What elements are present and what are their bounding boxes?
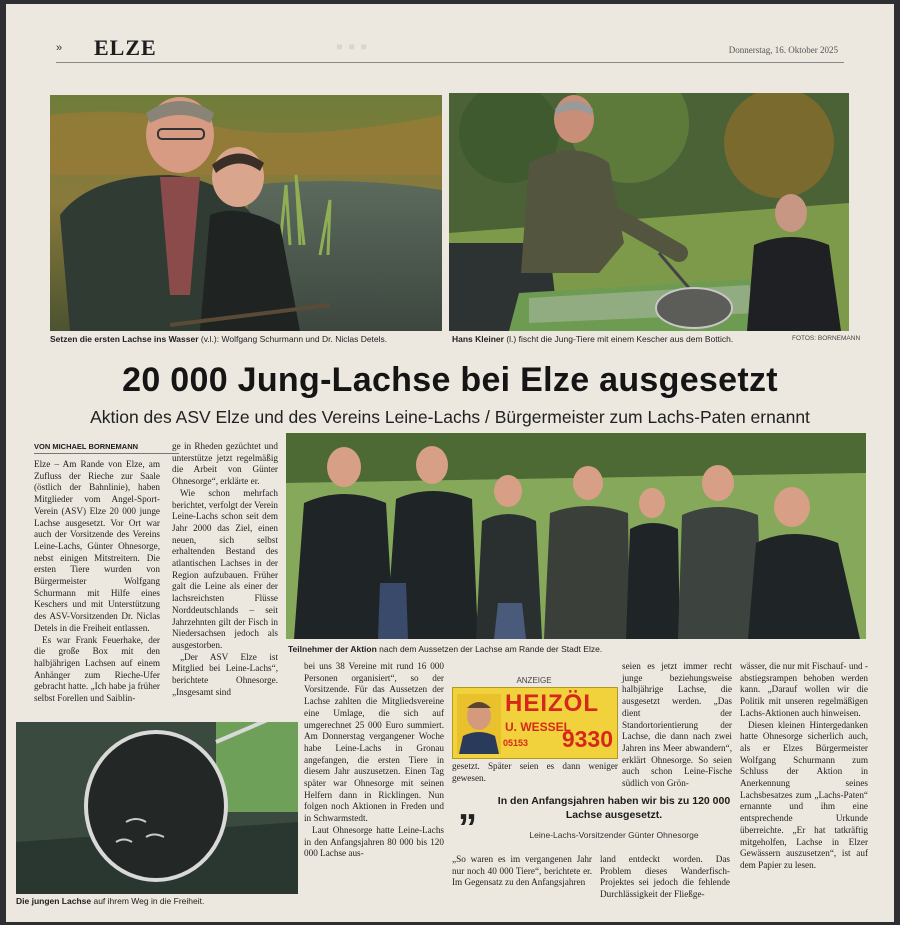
caption-group-bold: Teilnehmer der Aktion xyxy=(288,644,377,654)
article-byline: VON MICHAEL BORNEMANN xyxy=(34,442,179,454)
photo-group-participants xyxy=(286,433,866,639)
caption-top-right-bold: Hans Kleiner xyxy=(452,334,504,344)
photo-credit: FOTOS: BORNEMANN xyxy=(792,335,861,342)
caption-top-left xyxy=(50,334,387,344)
col2-paragraph: „Der ASV Elze ist Mitglied bei Leine-Lachs“, berichtete Ohnesorge. „Insgesamt sind xyxy=(172,651,278,697)
col5b-paragraph: land entdeckt worden. Das Problem dieses Wanderfisch-Projektes sei jedoch die fehlende Durchlässigkeit der Fließge- xyxy=(600,854,730,900)
col1-paragraph: Elze – Am Rande von Elze, am Zufluss der Rieche zur Saale (östlich der Bahnlinie), haben Mitglieder vom Angel-Sport-Verein (ASV) Elze 20 000 junge Lachse ausgesetzt. Vor Ort war auch der Vorsitzende des Vereins Leine-Lachs, Günter Ohnesorge, nebst einigen Mitstreitern. Die ersten Tiere wurden von Bürgermeister Wolfgang Schurmann mit Hilfe eines Keschers und mit Unterstützung des ASV-Vorsitzenden Dr. Niclas Detels in die Freiheit entlassen. xyxy=(34,459,160,633)
article-subheadline: Aktion des ASV Elze und des Vereins Leine-Lachs / Bürgermeister zum Lachs-Paten ernannt xyxy=(90,407,810,427)
adjacent-page-ghost-text: ▪ ▪ ▪ xyxy=(336,36,368,58)
ad-brand: HEIZÖL xyxy=(505,690,599,717)
newspaper-page xyxy=(6,4,894,922)
pull-quote-source: Leine-Lachs-Vorsitzender Günter Ohnesorge xyxy=(529,830,699,840)
article-column-4b xyxy=(452,854,592,889)
photo-setting-salmon xyxy=(50,95,442,331)
caption-top-right xyxy=(452,334,733,344)
col6-paragraph: wässer, die nur mit Fischauf- und -abstiegsrampen behoben werden kann. „Darauf wollen wir die Politik mit unseren regelmäßigen Lachs-Aktionen auch hinweisen. xyxy=(740,661,868,718)
col3-paragraph: Laut Ohnesorge hatte Leine-Lachs in den Anfangsjahren 80 000 bis 120 000 Lachse aus- xyxy=(304,824,444,859)
caption-net xyxy=(16,896,204,906)
pull-quote-text: In den Anfangsjahren haben wir bis zu 120 000 Lachse ausgesetzt. xyxy=(497,795,731,821)
section-title: ELZE xyxy=(94,35,157,60)
heating-oil-advertisement[interactable] xyxy=(452,687,618,759)
header-rule xyxy=(56,62,844,63)
col4b-paragraph: „So waren es im vergangenen Jahr nur noch 40 000 Tiere“, berichtete er. Im Gegensatz zu den Anfangsjahren xyxy=(452,854,592,888)
ad-label: ANZEIGE xyxy=(516,676,552,685)
caption-top-left-bold: Setzen die ersten Lachse ins Wasser xyxy=(50,334,199,344)
col4-intro-paragraph: gesetzt. Später seien es dann weniger gewesen. xyxy=(452,761,618,783)
quote-mark-icon: „ xyxy=(458,786,477,828)
article-column-2 xyxy=(172,441,278,698)
ad-portrait-icon xyxy=(457,694,501,754)
ad-owner: U. WESSEL xyxy=(505,720,572,734)
col3-paragraph: bei uns 38 Vereine mit rund 16 000 Personen organisiert“, so der Vorsitzende. Für das Aussetzen der Lachse zahlten die Mitgliedsvereine eine Umlage, die sich auf umgerechnet 25 000 Euro summiert. Am Donnerstag vergangener Woche habe Leine-Lachs in Gronau angefangen, die ersten Tiere in diesem Jahr auszusetzen. Einen Tag später war Ohnesorge mit seinen Helfern dann in Ricklingen. Nun folgen noch Aktionen in Freden und in Schwarmstedt. xyxy=(304,661,444,824)
col2-paragraph: Wie schon mehrfach berichtet, verfolgt der Verein Leine-Lachs schon seit dem Jahr 2000 das Ziel, einen neuen, sich selbst erhaltenden Bestand des atlantischen Lachses in der Region aufzubauen. Früher galt die Leine als einer der lachsreichsten Flüsse Norddeutschlands – seit Jahrzehnten gilt der Fisch in Niedersachsen jedoch als ausgestorben. xyxy=(172,487,278,650)
article-column-1 xyxy=(34,459,160,705)
ad-phone-prefix: 05153 xyxy=(503,738,529,748)
ad-phone-number: 9330 xyxy=(561,726,613,752)
col2-paragraph: ge in Rheden gezüchtet und unterstütze jetzt regelmäßig die Arbeit von Günter Ohnesorge“, erklärte er. xyxy=(172,441,278,487)
article-column-6 xyxy=(740,661,868,872)
article-column-4-intro xyxy=(452,761,618,784)
article-column-3 xyxy=(304,661,444,860)
caption-top-left-rest: (v.l.): Wolfgang Schurmann und Dr. Niclas Detels. xyxy=(198,334,388,344)
col1-paragraph: Es war Frank Feuerhake, der die große Box mit den halbjährigen Lachsen auf einem Anhänger zum Rieche-Ufer gebracht hatte. „Ich habe ja früher selbst Forellen und Saiblin- xyxy=(34,634,160,704)
article-column-5b xyxy=(600,854,730,901)
section-chevron-icon: » xyxy=(56,42,63,54)
photo-netting-from-tank xyxy=(449,93,849,331)
page-header xyxy=(6,34,894,60)
caption-net-bold: Die jungen Lachse xyxy=(16,896,92,906)
caption-net-rest: auf ihrem Weg in die Freiheit. xyxy=(91,896,205,906)
photo-net-with-fish xyxy=(16,722,298,894)
caption-group-rest: nach dem Aussetzen der Lachse am Rande der Stadt Elze. xyxy=(376,644,603,654)
caption-top-right-rest: (l.) fischt die Jung-Tiere mit einem Kescher aus dem Bottich. xyxy=(503,334,734,344)
col4-paragraph: seien es jetzt immer recht junge beziehungsweise halbjährige Lachse, die ausgesetzt werden. „Das dient der Standortorientierung der Lachse, die dann nach zwei Jahren ins Meer abwandern“, erklärt Ohnesorge. So seien auch schon Leine-Fische südlich von Grön- xyxy=(622,661,732,789)
col6-paragraph: Diesen kleinen Hintergedanken hatte Ohnesorge sicherlich auch, als er Elzes Bürgermeister Wolfgang Schurmann zum Schluss der Aktion in Anerkennung seines Lachsbesatzes zum „Lachs-Paten“ ernannte und ihm eine entsprechende Urkunde überreichte. „Er hat tatkräftig mitgeholfen, Lachse in Elzer Gewässern auszusetzen“, ist auf dem Papier zu lesen. xyxy=(740,719,868,870)
issue-date: Donnerstag, 16. Oktober 2025 xyxy=(728,45,838,55)
article-column-4 xyxy=(622,661,732,790)
article-headline: 20 000 Jung-Lachse bei Elze ausgesetzt xyxy=(122,361,778,399)
caption-group xyxy=(288,644,602,654)
